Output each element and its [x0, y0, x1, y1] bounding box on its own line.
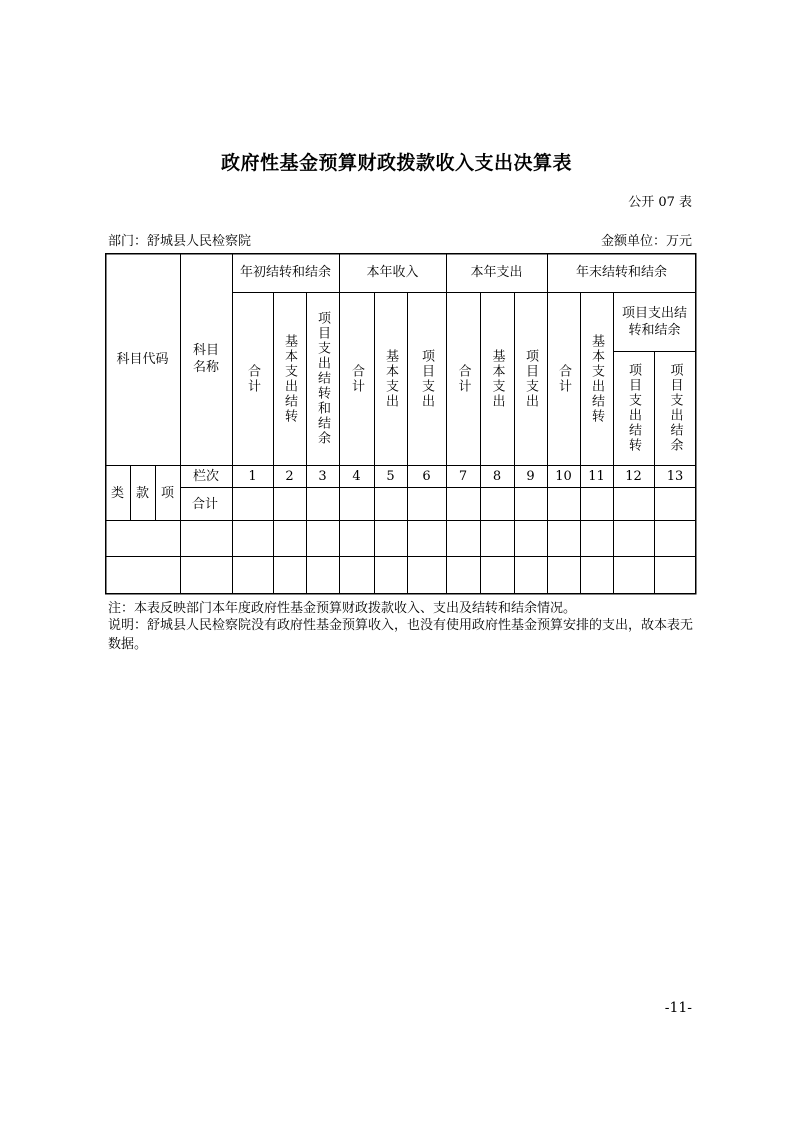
header-end-project-balance: 项目支出结余: [667, 363, 683, 453]
column-no: 5: [386, 469, 395, 484]
header-begin-balance: 年初结转和结余: [239, 265, 331, 280]
column-no: 1: [248, 469, 257, 484]
header-end-total: 合计: [556, 363, 571, 394]
header-end-balance: 年末结转和结余: [575, 265, 667, 280]
column-no: 7: [458, 469, 468, 484]
form-number: 公开 07 表: [628, 195, 692, 210]
header-expense-total: 合计: [455, 363, 471, 394]
unit-label: 金额单位：万元: [600, 234, 692, 249]
department-label: 部门：舒城县人民检察院: [108, 234, 252, 249]
page-number: -11-: [664, 1000, 692, 1016]
header-begin-project: 项目支出结转和结余: [315, 311, 330, 446]
header-end-project-carry: 项目支出结转: [626, 363, 641, 453]
column-no: 6: [422, 469, 431, 484]
header-expense-basic: 基本支出: [489, 348, 505, 409]
header-class: 类: [110, 485, 124, 501]
column-no: 2: [285, 469, 294, 484]
header-income-basic: 基本支出: [383, 348, 398, 409]
header-income: 本年收入: [366, 265, 419, 280]
table-explanation: 说明：舒城县人民检察院没有政府性基金预算收入，也没有使用政府性基金预算安排的支出，故本表无数据。: [108, 618, 694, 652]
column-no: 12: [625, 469, 642, 484]
header-section: 款: [135, 485, 149, 501]
column-no: 4: [352, 469, 361, 484]
header-expense: 本年支出: [470, 265, 523, 280]
column-no-label: 栏次: [192, 469, 219, 484]
column-no: 8: [492, 469, 502, 484]
table-note: 注：本表反映部门本年度政府性基金预算财政拨款收入、支出及结转和结余情况。: [108, 601, 577, 616]
header-end-project-group: 项目支出结转和结余: [621, 305, 687, 338]
header-end-basic: 基本支出结转: [589, 333, 604, 424]
header-subject-name: 科目名称: [193, 343, 220, 375]
header-begin-total: 合计: [245, 363, 260, 394]
header-begin-basic: 基本支出结转: [282, 333, 297, 424]
column-no: 9: [526, 469, 535, 484]
header-subject-code: 科目代码: [116, 351, 169, 367]
column-no: 13: [666, 469, 684, 484]
header-income-total: 合计: [349, 363, 364, 394]
column-no: 11: [588, 469, 605, 484]
column-no: 3: [318, 469, 327, 484]
header-expense-project: 项目支出: [523, 348, 538, 409]
row-total-label: 合计: [192, 496, 219, 512]
header-item: 项: [160, 485, 174, 501]
column-no: 10: [555, 469, 572, 484]
page-title: 政府性基金预算财政拨款收入支出决算表: [220, 152, 572, 174]
header-income-project: 项目支出: [419, 348, 434, 409]
